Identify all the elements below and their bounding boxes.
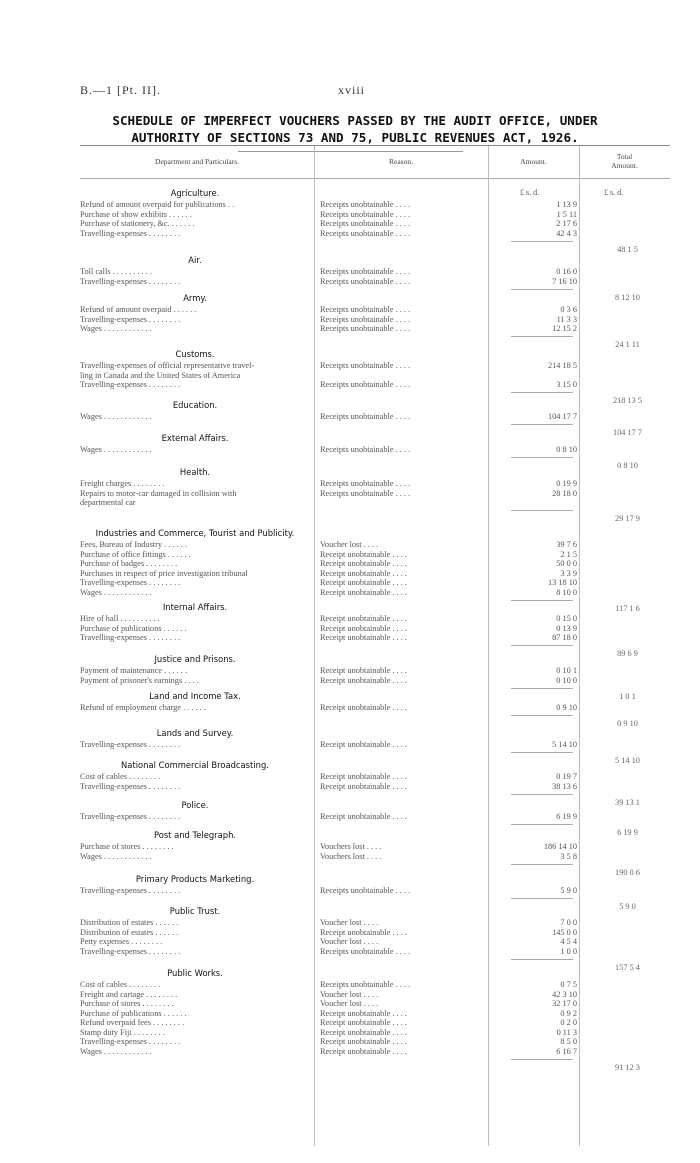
section-total: 8 12 10 [615,292,640,302]
section-heading: Health. [179,467,211,477]
page-reference: B.—1 [Pt. II]. [80,83,161,97]
amount-value: 0 8 10 [556,445,577,454]
amount-value: 5 9 0 [560,886,577,895]
amount-value: 0 3 6 [560,305,577,314]
amount-value: 0 10 1 [556,666,577,675]
section-heading: Public Trust. [169,906,221,916]
amount-value: 11 3 3 [556,314,577,324]
amount-value: 3 5 8 [560,851,577,861]
subtotal-rule [511,289,573,290]
amount-value: 0 13 9 [556,623,577,633]
particulars-text: Repairs to motor-car damaged in collision with [80,488,237,498]
subtotal-rule [511,336,573,337]
reason-text: Receipt unobtainable . . . . [320,927,407,937]
section-total: 6 19 9 [617,828,638,837]
amount-value: 0 19 9 [556,479,577,488]
reason-text: Vouchers lost . . . . [320,842,382,851]
amount-value: 3 15 0 [556,380,577,389]
subtotal-rule [511,794,573,795]
reason-text: Voucher lost . . . . [320,918,379,927]
reason-column-header: Reason. [389,157,413,166]
title-rule [238,151,463,152]
particulars-text: departmental car [80,498,136,507]
reason-text: Receipt unobtainable . . . . [320,614,407,623]
subtotal-rule [511,864,573,865]
section-heading: Lands and Survey. [156,728,234,738]
schedule-title-line-2: AUTHORITY OF SECTIONS 73 AND 75, PUBLIC REVENUES ACT, 1926. [131,130,579,145]
reason-text: Receipts unobtainable . . . . [320,886,411,895]
reason-text: Receipt unobtainable . . . . [320,666,407,675]
section-total: 5 9 0 [619,902,636,911]
particulars-text: Wages . . . . . . . . . . . . [80,324,152,333]
subtotal-rule [511,688,573,689]
amount-value: 0 11 3 [556,1027,577,1037]
amount-value: 214 18 5 [547,361,577,370]
reason-text: Receipts unobtainable . . . . [320,228,411,238]
reason-text: Receipt unobtainable . . . . [320,633,407,642]
section-heading: Industries and Commerce, Tourist and Publicity. [95,528,295,538]
reason-text: Receipts unobtainable . . . . [320,276,411,286]
total-header-line-1: Total [616,152,633,161]
reason-text: Voucher lost . . . . [320,937,379,946]
header-bottom-rule [80,178,670,179]
subtotal-rule [511,959,573,960]
section-total: 190 0 6 [615,867,640,877]
amount-value: 38 13 6 [552,781,577,791]
section-total: 1 0 1 [619,691,636,701]
amount-value: 28 18 0 [552,488,577,498]
reason-text: Receipt unobtainable . . . . [320,623,407,633]
amount-value: 104 17 7 [547,412,577,421]
subtotal-rule [511,824,573,825]
particulars-text: Wages . . . . . . . . . . . . [80,445,152,454]
reason-text: Voucher lost . . . . [320,989,379,999]
amount-value: 1 5 11 [556,209,577,219]
amount-value: 0 16 0 [556,267,577,276]
amount-value: 3 3 9 [560,568,577,578]
amount-value: 32 17 0 [552,999,577,1008]
amount-value: 39 7 6 [556,540,577,549]
amount-value: 186 14 10 [543,842,577,851]
particulars-text: Freight and cartage . . . . . . . . [80,989,178,999]
reason-text: Receipt unobtainable . . . . [320,772,407,781]
particulars-text: Petty expenses . . . . . . . . [80,937,163,946]
reason-text: Receipt unobtainable . . . . [320,549,407,559]
section-total: 48 1 5 [617,244,638,254]
amount-value: 0 9 10 [556,703,577,712]
amount-value: 50 0 0 [556,559,577,568]
reason-text: Receipt unobtainable . . . . [320,781,407,791]
section-heading: Internal Affairs. [162,602,228,612]
reason-text: Receipt unobtainable . . . . [320,740,407,749]
reason-text: Receipts unobtainable . . . . [320,219,411,228]
particulars-column-header: Department and Particulars. [155,157,239,166]
particulars-text: Hire of hall . . . . . . . . . . [80,614,160,623]
reason-text: Receipts unobtainable . . . . [320,305,411,314]
section-heading: Post and Telegraph. [153,830,237,840]
particulars-text: Travelling-expenses . . . . . . . . [80,886,181,895]
particulars-text: Purchase of publications . . . . . . [80,1008,187,1018]
amount-value: 0 2 0 [560,1018,577,1027]
reason-text: Receipt unobtainable . . . . [320,1018,407,1027]
subtotal-rule [511,898,573,899]
amount-value: 6 16 7 [556,1046,577,1056]
total-units: £ s. d. [604,188,624,197]
section-total: 0 8 10 [617,461,638,470]
particulars-text: Distribution of estates . . . . . . [80,918,179,927]
particulars-text: Cost of cables . . . . . . . . [80,772,161,781]
section-total: 5 14 10 [615,756,640,765]
particulars-text: Travelling-expenses of official representative travel- [80,361,255,370]
amount-value: 0 10 0 [556,675,577,685]
section-total: 89 6 9 [617,649,638,658]
section-total: 218 13 5 [612,396,643,405]
reason-text: Voucher lost . . . . [320,999,379,1008]
section-heading: Army. [183,293,207,303]
reason-text: Voucher lost . . . . [320,540,379,549]
reason-text: Receipts unobtainable . . . . [320,209,411,219]
section-heading: Air. [188,255,202,265]
particulars-text: Purchase of badges . . . . . . . . [80,559,178,568]
reason-text: Receipts unobtainable . . . . [320,361,411,370]
reason-text: Receipts unobtainable . . . . [320,380,411,389]
particulars-text: Wages . . . . . . . . . . . . [80,851,152,861]
amount-value: 8 10 0 [556,587,577,597]
reason-text: Receipt unobtainable . . . . [320,578,407,587]
particulars-text: Purchase of office fittings . . . . . . [80,549,191,559]
reason-text: Receipts unobtainable . . . . [320,946,411,956]
amount-column-header: Amount. [520,157,547,166]
reason-text: Receipts unobtainable . . . . [320,200,411,209]
section-heading: Agriculture. [170,188,220,198]
particulars-text: Travelling-expenses . . . . . . . . [80,228,181,238]
amount-value: 6 19 9 [556,812,577,821]
reason-text: Receipts unobtainable . . . . [320,314,411,324]
particulars-text: Freight charges . . . . . . . . [80,479,165,488]
particulars-text: Travelling-expenses . . . . . . . . [80,276,181,286]
reason-text: Receipt unobtainable . . . . [320,568,407,578]
particulars-text: Payment of prisoner's earnings . . . . [80,675,199,685]
subtotal-rule [511,645,573,646]
particulars-text: Travelling-expenses . . . . . . . . [80,380,181,389]
page-number: xviii [338,83,366,97]
section-total: 117 1 6 [615,603,640,613]
particulars-text: Cost of cables . . . . . . . . [80,980,161,989]
section-heading: Customs. [175,349,215,359]
particulars-text: Wages . . . . . . . . . . . . [80,412,152,421]
reason-text: Receipts unobtainable . . . . [320,267,411,276]
particulars-text: Travelling-expenses . . . . . . . . [80,633,181,642]
particulars-text: Purchase of stores . . . . . . . . [80,842,174,851]
subtotal-rule [511,600,573,601]
reason-text: Receipts unobtainable . . . . [320,412,411,421]
particulars-text: Fees, Bureau of Industry . . . . . . [80,540,187,549]
subtotal-rule [511,510,573,511]
section-total: 157 5 4 [615,962,640,972]
amount-units: £ s. d. [520,188,540,197]
amount-value: 1 0 0 [560,946,577,956]
particulars-text: Travelling-expenses . . . . . . . . [80,1037,181,1046]
section-heading: Education. [172,400,218,410]
reason-text: Receipt unobtainable . . . . [320,1046,407,1056]
section-heading: Public Works. [167,968,223,978]
subtotal-rule [511,457,573,458]
amount-value: 12 15 2 [552,324,577,333]
amount-value: 4 5 4 [560,937,577,946]
section-heading: Justice and Prisons. [154,654,236,664]
particulars-text: Distribution of estates . . . . . . [80,927,179,937]
particulars-text: Refund of amount overpaid . . . . . . [80,305,197,314]
section-heading: National Commercial Broadcasting. [121,760,269,770]
section-heading: Land and Income Tax. [149,691,241,701]
particulars-text: Travelling-expenses . . . . . . . . [80,781,181,791]
particulars-text: Refund of amount overpaid for publications . . [80,200,235,209]
amount-column-divider [488,146,489,1146]
reason-text: Receipt unobtainable . . . . [320,812,407,821]
reason-text: Receipt unobtainable . . . . [320,1037,407,1046]
section-total: 29 17 9 [615,514,640,523]
particulars-text: Travelling-expenses . . . . . . . . [80,578,181,587]
reason-text: Receipt unobtainable . . . . [320,675,407,685]
reason-text: Receipts unobtainable . . . . [320,980,411,989]
particulars-text: Purchases in respect of price investigation tribunal [80,568,248,578]
section-total: 0 9 10 [617,719,638,728]
schedule-title-line-1: SCHEDULE OF IMPERFECT VOUCHERS PASSED BY THE AUDIT OFFICE, UNDER [112,113,598,128]
subtotal-rule [511,752,573,753]
section-total: 104 17 7 [612,428,643,437]
table-top-rule [80,145,670,146]
amount-value: 0 19 7 [556,772,577,781]
particulars-text: Purchase of show exhibits . . . . . . [80,209,192,219]
amount-value: 13 18 10 [547,578,577,587]
amount-value: 8 5 0 [560,1037,577,1046]
amount-value: 7 0 0 [560,918,577,927]
particulars-text: Refund of employment charge . . . . . . [80,703,206,712]
reason-text: Receipt unobtainable . . . . [320,1008,407,1018]
particulars-text: Refund overpaid fees . . . . . . . . [80,1018,185,1027]
amount-value: 42 4 3 [556,228,577,238]
reason-text: Receipts unobtainable . . . . [320,488,411,498]
particulars-text: ling in Canada and the United States of America [80,370,241,380]
reason-text: Receipt unobtainable . . . . [320,587,407,597]
subtotal-rule [511,424,573,425]
amount-value: 42 3 10 [552,989,577,999]
reason-text: Receipt unobtainable . . . . [320,1027,407,1037]
reason-text: Receipts unobtainable . . . . [320,445,411,454]
amount-value: 5 14 10 [552,740,577,749]
particulars-text: Toll calls . . . . . . . . . . [80,267,153,276]
section-heading: External Affairs. [161,433,229,443]
subtotal-rule [511,392,573,393]
section-total: 39 13 1 [615,797,640,807]
amount-value: 7 16 10 [552,276,577,286]
section-heading: Police. [181,800,209,810]
particulars-text: Payment of maintenance . . . . . . [80,666,187,675]
amount-value: 1 13 9 [556,200,577,209]
amount-value: 2 17 6 [556,219,577,228]
particulars-text: Travelling-expenses . . . . . . . . [80,314,181,324]
particulars-text: Travelling-expenses . . . . . . . . [80,740,181,749]
amount-value: 2 1 5 [560,549,577,559]
section-total: 24 1 11 [615,340,640,349]
reason-text: Receipts unobtainable . . . . [320,324,411,333]
amount-value: 0 9 2 [560,1008,577,1018]
particulars-text: Purchase of stores . . . . . . . . [80,999,174,1008]
particulars-text: Wages . . . . . . . . . . . . [80,1046,152,1056]
particulars-text: Purchase of publications . . . . . . [80,623,187,633]
amount-value: 0 15 0 [556,614,577,623]
reason-text: Receipt unobtainable . . . . [320,703,407,712]
section-total: 91 12 3 [615,1062,640,1072]
particulars-text: Wages . . . . . . . . . . . . [80,587,152,597]
particulars-text: Stamp duty Fiji . . . . . . . . [80,1027,165,1037]
reason-column-divider [314,146,315,1146]
amount-value: 87 18 0 [552,633,577,642]
amount-value: 145 0 0 [552,927,577,937]
reason-text: Receipts unobtainable . . . . [320,479,411,488]
particulars-text: Purchase of stationery, &c. . . . . . . [80,219,195,228]
particulars-text: Travelling-expenses . . . . . . . . [80,946,181,956]
total-header-line-2: Amount. [611,161,638,170]
section-heading: Primary Products Marketing. [135,874,255,884]
subtotal-rule [511,241,573,242]
particulars-text: Travelling-expenses . . . . . . . . [80,812,181,821]
amount-value: 0 7 5 [560,980,577,989]
subtotal-rule [511,715,573,716]
total-column-header [579,152,670,170]
reason-text: Receipt unobtainable . . . . [320,559,407,568]
subtotal-rule [511,1059,573,1060]
reason-text: Vouchers lost . . . . [320,851,382,861]
